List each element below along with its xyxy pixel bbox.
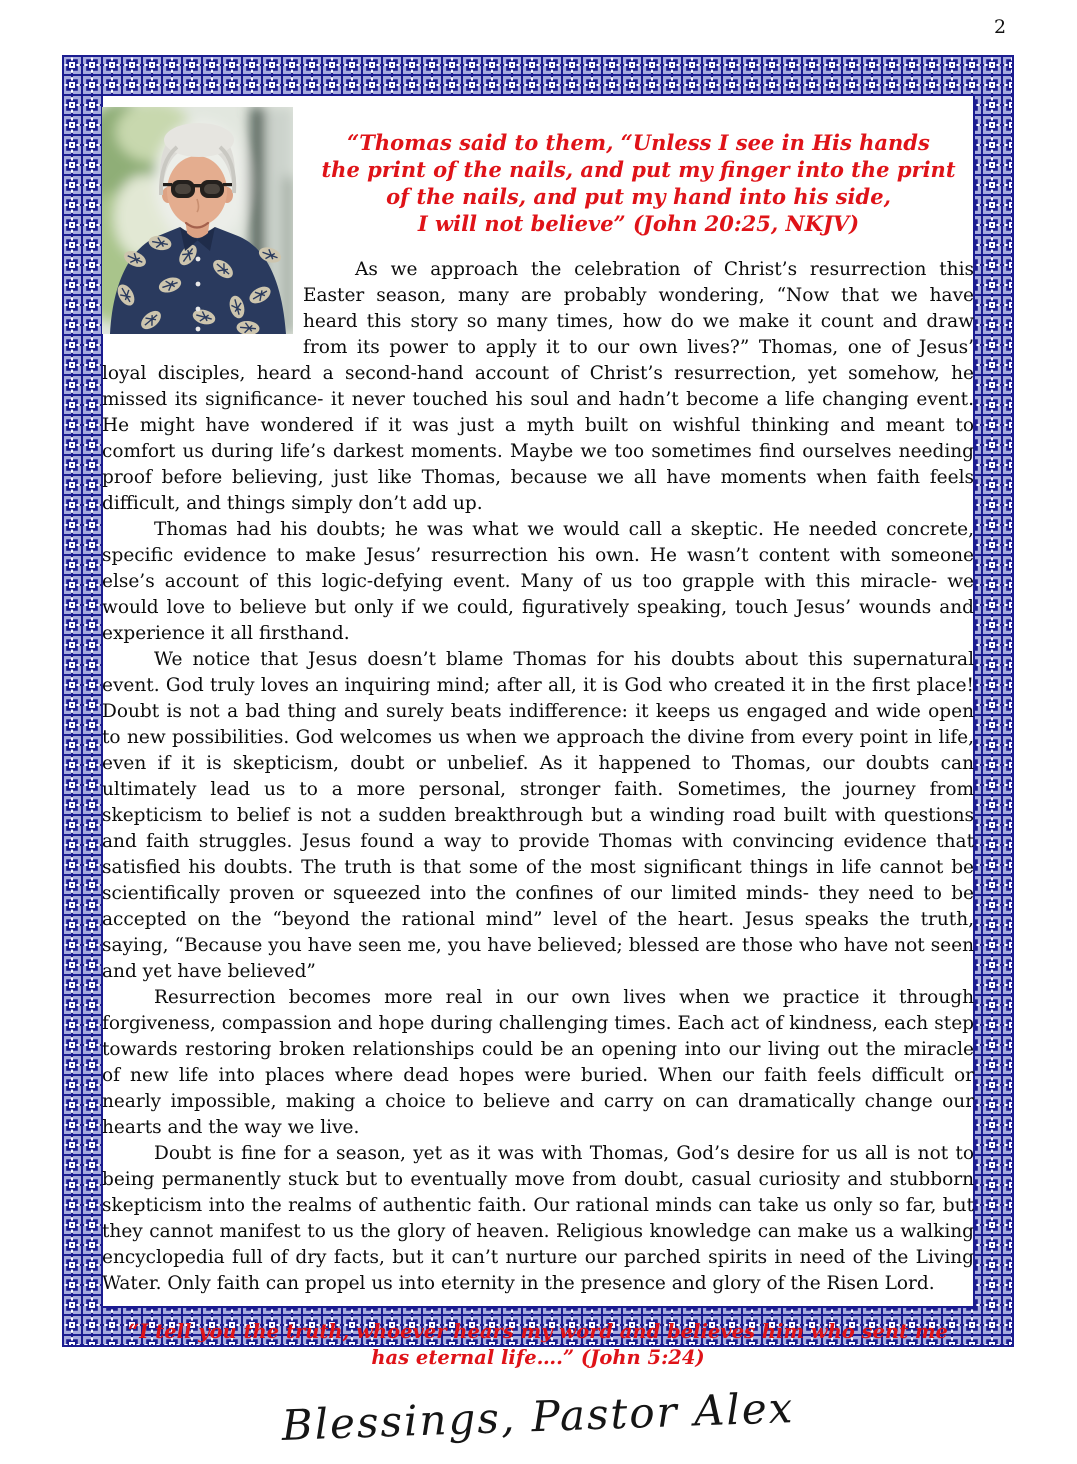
article-paragraph: Thomas had his doubts; he was what we would call a skeptic. He needed concrete, specific evidence to make Jesus’ resurrection his own. He wasn’t content with someone else’s account of this logic-defying event. Many of us too grapple with this miracle- we would love to believe but only if we could, figuratively speaking, touch Jesus’ wounds and experience it all firsthand. <box>102 519 974 644</box>
quote-line: I will not believe” (John 20:25, NKJV) <box>417 211 860 236</box>
quote-line: “Thomas said to them, “Unless I see in His hands <box>347 130 930 155</box>
quote-line: of the nails, and put my hand into his side, <box>386 184 891 209</box>
pastor-signature: Blessings, Pastor Alex <box>280 1383 796 1450</box>
article-paragraph: As we approach the celebration of Christ’s resurrection this Easter season, many are probably wondering, “Now that we have heard this story so many times, how do we make it count and draw from its power to apply it to our own lives?” Thomas, one of Jesus’ loyal disciples, heard a second-hand account of Christ’s resurrection, yet somehow, he missed its significance- it never touched his soul and hadn’t become a life changing event. He might have wondered if it was just a myth built on wishful thinking and meant to comfort us during life’s darkest moments. Maybe we too sometimes find ourselves needing proof before believing, just like Thomas, because we all have moments when faith feels difficult, and things simply don’t add up. <box>102 259 974 514</box>
closing-scripture-quote <box>102 1319 974 1371</box>
quote-line: “I tell you the truth, whoever hears my word and believes him who sent me <box>128 1320 948 1343</box>
pastor-photo <box>102 107 293 334</box>
article-paragraph: Resurrection becomes more real in our own lives when we practice it through forgiveness, compassion and hope during challenging times. Each act of kindness, each step towards restoring broken relationships could be an opening into our living out the miracle of new life into places where dead hopes were buried. When our faith feels difficult or nearly impossible, making a choice to believe and carry on can dramatically change our hearts and the way we live. <box>102 987 974 1138</box>
quote-line: the print of the nails, and put my finger into the print <box>321 157 956 182</box>
article-paragraph: We notice that Jesus doesn’t blame Thomas for his doubts about this supernatural event. God truly loves an inquiring mind; after all, it is God who created it in the first place! Doubt is not a bad thing and surely beats indifference: it keeps us engaged and wide open to new possibilities. God welcomes us when we approach the divine from every point in life, even if it is skepticism, doubt or unbelief. As it happened to Thomas, our doubts can ultimately lead us to a more personal, stronger faith. Sometimes, the journey from skepticism to belief is not a sudden breakthrough but a winding road built with questions and faith struggles. Jesus found a way to provide Thomas with convincing evidence that satisfied his doubts. The truth is that some of the most significant things in life cannot be scientifically proven or squeezed into the confines of our limited minds- they need to be accepted on the “beyond the rational mind” level of the heart. Jesus speaks the truth, saying, “Because you have seen me, you have believed; blessed are those who have not seen and yet have believed” <box>102 649 974 982</box>
newsletter-page-content <box>102 95 974 1450</box>
quote-line: has eternal life….” (John 5:24) <box>371 1346 705 1369</box>
page-number: 2 <box>994 16 1007 38</box>
article-paragraph: Doubt is fine for a season, yet as it was with Thomas, God’s desire for us all is not to being permanently stuck but to eventually move from doubt, casual curiosity and stubborn skepticism into the realms of authentic faith. Our rational minds can take us only so far, but they cannot manifest to us the glory of heaven. Religious knowledge can make us a walking encyclopedia full of dry facts, but it can’t nurture our parched spirits in need of the Living Water. Only faith can propel us into eternity in the presence and glory of the Risen Lord. <box>102 1143 974 1294</box>
